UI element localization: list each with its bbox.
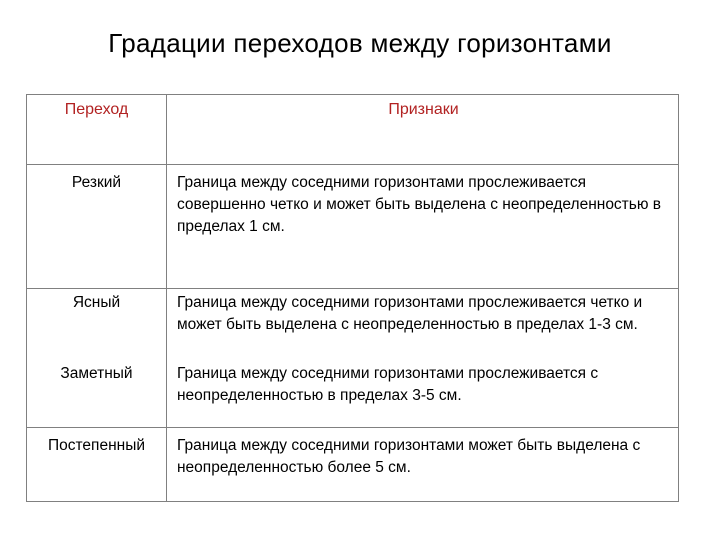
table-row-transition: Резкий xyxy=(71,174,122,191)
table-row-transition: Заметный xyxy=(60,365,133,382)
table-row-signs: Граница между соседними горизонтами может быть выделена с неопределенностью более 5 см. xyxy=(177,437,641,476)
table-row-signs: Граница между соседними горизонтами прослеживается совершенно четко и может быть выделена с неопределенностью в пределах 1 см. xyxy=(177,174,662,235)
transitions-table xyxy=(26,94,679,502)
column-divider xyxy=(166,95,167,501)
table-row-transition: Постепенный xyxy=(48,437,145,454)
table-row-signs: Граница между соседними горизонтами прослеживается четко и может быть выделена с неопределенностью в пределах 1-3 см. xyxy=(177,294,643,333)
header-row-divider xyxy=(27,164,678,165)
table-row-transition: Ясный xyxy=(72,294,121,311)
header-transition: Переход xyxy=(64,101,129,118)
row-divider xyxy=(27,288,678,289)
header-signs: Признаки xyxy=(388,101,459,118)
page-title: Градации переходов между горизонтами xyxy=(108,28,612,58)
table-row-signs: Граница между соседними горизонтами прослеживается с неопределенностью в пределах 3-5 см. xyxy=(177,365,599,404)
row-divider xyxy=(27,427,678,428)
